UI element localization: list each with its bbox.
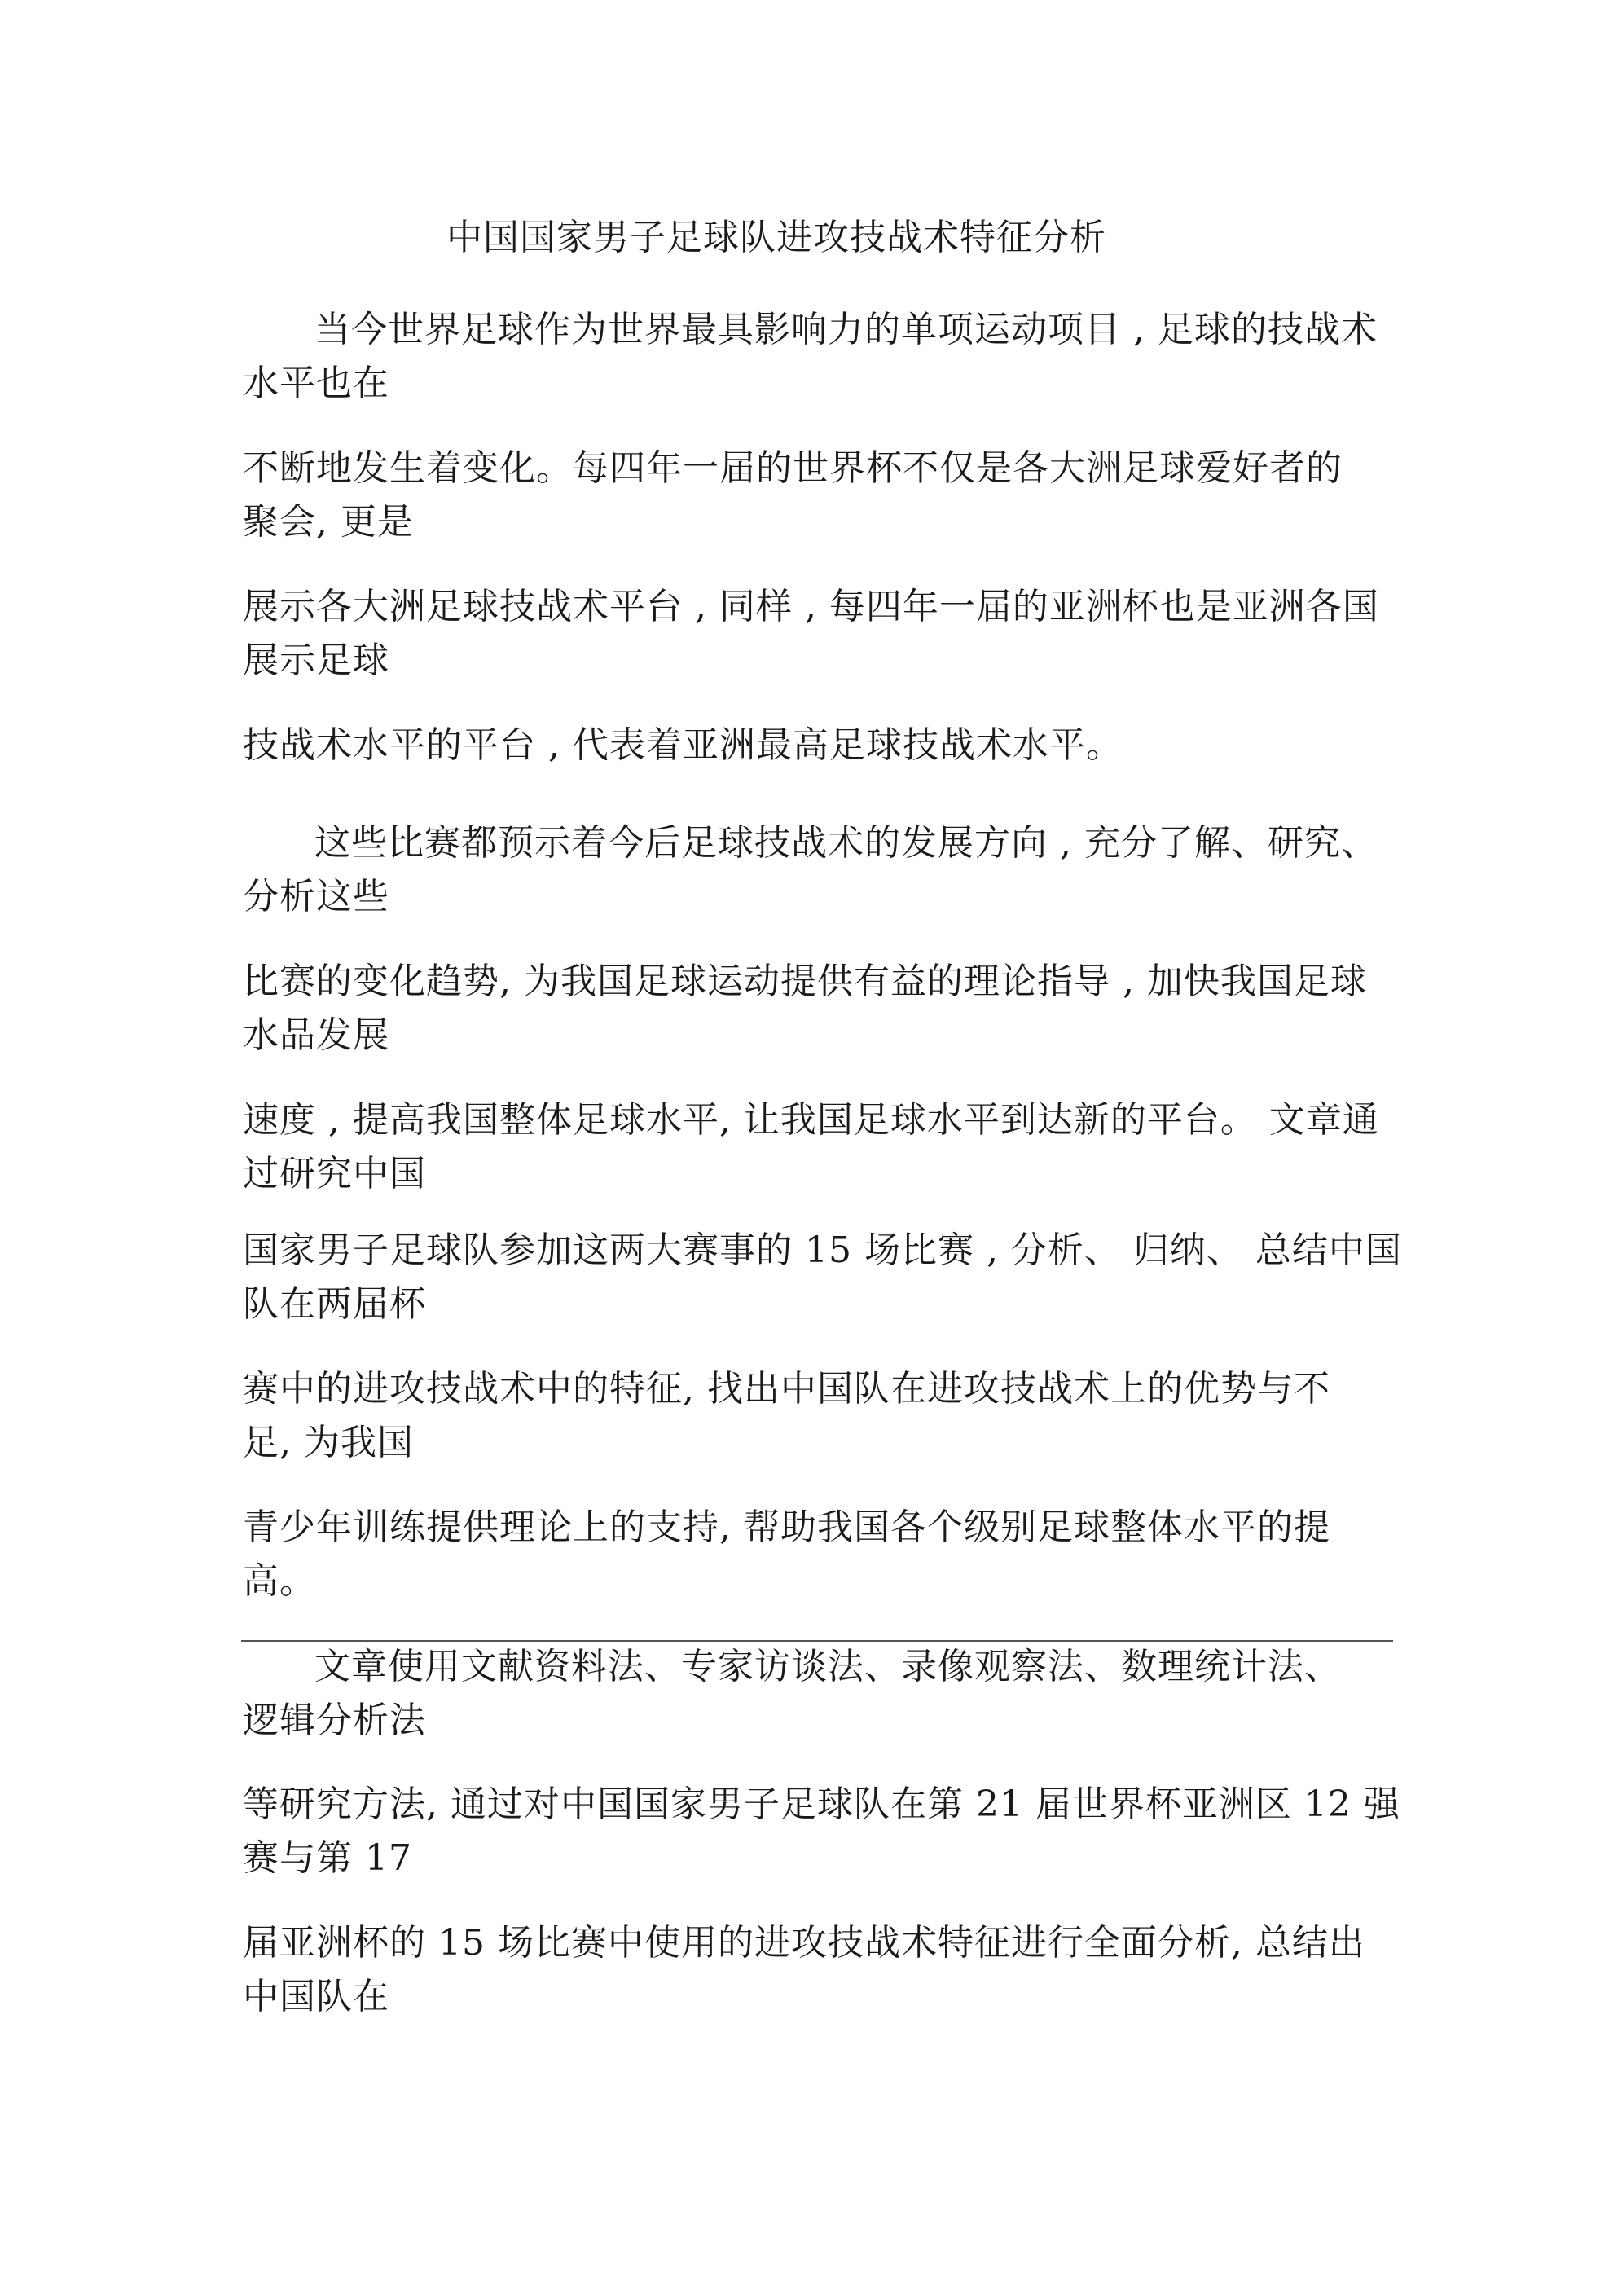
paragraph-line: 水平也在 xyxy=(243,363,389,404)
paragraph-line: 过研究中国 xyxy=(243,1153,426,1194)
paragraph-line: 展示足球 xyxy=(243,640,389,681)
paragraph xyxy=(243,955,1400,1062)
paragraph-line: 足, 为我国 xyxy=(243,1422,414,1463)
paragraph xyxy=(243,580,1400,688)
paragraph xyxy=(243,442,1400,549)
paragraph-line: 等研究方法, 通过对中国国家男子足球队在第 21 届世界杯亚洲区 12 强 xyxy=(243,1784,1400,1825)
paragraph-line: 比赛的变化趋势, 为我国足球运动提供有益的理论指导 , 加快我国足球 xyxy=(243,961,1367,1002)
paragraph xyxy=(243,1916,1400,2024)
paragraph xyxy=(243,303,1400,411)
paragraph-line: 速度 , 提高我国整体足球水平, 让我国足球水平到达新的平台。 文章通 xyxy=(243,1099,1379,1141)
paragraph xyxy=(243,1778,1400,1885)
paragraph-line: 队在两届杯 xyxy=(243,1283,426,1325)
paragraph-line: 赛中的进攻技战术中的特征, 找出中国队在进攻技战术上的优势与不 xyxy=(243,1368,1330,1410)
document-title: 中国国家男子足球队进攻技战术特征分析 xyxy=(446,217,1106,258)
paragraph-line: 展示各大洲足球技战术平台 , 同样 , 每四年一届的亚洲杯也是亚洲各国 xyxy=(243,586,1379,627)
paragraph xyxy=(243,1362,1400,1470)
paragraph-line: 技战术水平的平台 , 代表着亚洲最高足球技战术水平。 xyxy=(243,724,1123,766)
paragraph-line: 逻辑分析法 xyxy=(243,1700,426,1741)
paragraph-line: 国家男子足球队参加这两大赛事的 15 场比赛 , 分析、 归纳、 总结中国 xyxy=(243,1229,1402,1271)
paragraph-line: 届亚洲杯的 15 场比赛中使用的进攻技战术特征进行全面分析, 总结出 xyxy=(243,1922,1365,1964)
paragraph-line: 高。 xyxy=(243,1560,316,1602)
paragraph-line: 当今世界足球作为世界最具影响力的单项运动项目 , 足球的技战术 xyxy=(314,309,1378,350)
paragraph xyxy=(243,719,1400,772)
paragraph xyxy=(243,1224,1400,1331)
paragraph-line: 赛与第 17 xyxy=(243,1837,412,1879)
paragraph-line: 聚会, 更是 xyxy=(243,501,414,543)
paragraph xyxy=(243,1093,1400,1201)
paragraph-line: 中国队在 xyxy=(243,1976,389,2017)
paragraph xyxy=(243,816,1400,924)
paragraph-line: 不断地发生着变化。每四年一届的世界杯不仅是各大洲足球爱好者的 xyxy=(243,447,1343,489)
paragraph-line: 这些比赛都预示着今后足球技战术的发展方向 , 充分了解、研究、 xyxy=(314,822,1378,864)
paragraph-line: 文章使用文献资料法、专家访谈法、录像观察法、数理统计法、 xyxy=(314,1646,1341,1687)
paragraph-line: 青少年训练提供理论上的支持, 帮助我国各个级别足球整体水平的提 xyxy=(243,1506,1330,1548)
paragraph xyxy=(243,1640,1400,1748)
paragraph-line: 分析这些 xyxy=(243,876,389,917)
paragraph-line: 水品发展 xyxy=(243,1014,389,1056)
paragraph xyxy=(243,1501,1400,1608)
